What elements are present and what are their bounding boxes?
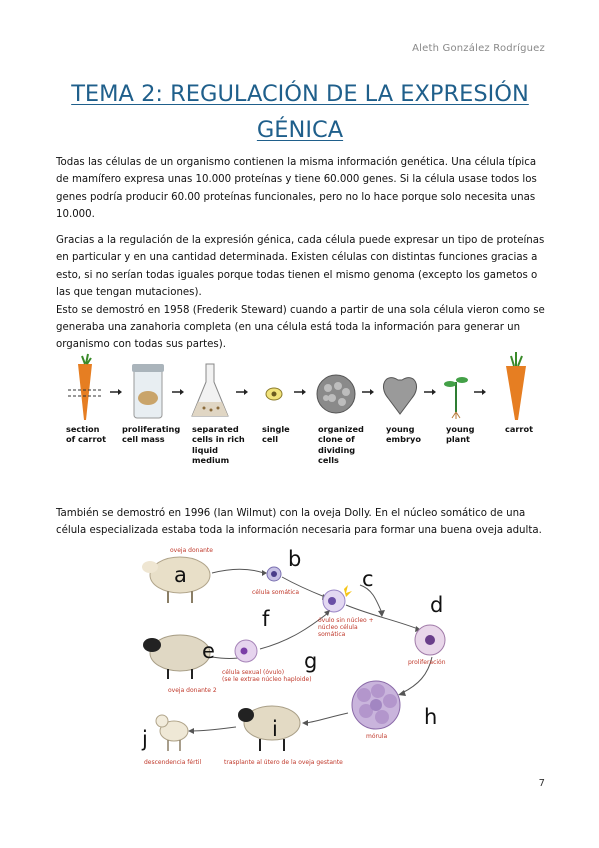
caption-proliferation: proliferación [408,659,446,666]
letter-e: e [202,639,215,663]
label-organized-clone: organized clone of dividing cells [318,424,364,465]
caption-sexual-cell: célula sexual (óvulo) (se le extrae núcleo haploide) [222,669,312,683]
letter-g: g [304,649,318,673]
letter-i: i [272,717,278,741]
paragraph-regulation [56,232,546,354]
caption-donor-1: oveja donante [170,547,213,554]
letter-b: b [288,547,302,571]
label-separated-cells: separated cells in rich liquid medium [192,424,245,465]
page-title [56,76,544,148]
caption-donor-2: oveja donante 2 [168,687,217,694]
surrogate-sheep-icon [238,706,300,751]
label-young-embryo: young embryo [386,424,421,445]
cell-clone-icon [317,375,355,413]
carrot-cloning-figure [56,352,546,472]
page-number: 7 [538,778,545,789]
title-line-2: GÉNICA [256,117,344,143]
cell-mass-jar-icon [132,364,164,418]
label-proliferating-cell-mass: proliferating cell mass [122,424,181,445]
letter-h: h [424,705,438,729]
flask-icon [192,364,228,416]
paragraph-steward: Esto se demostró en 1958 (Frederik Steward) cuando a partir de una sola célula vieron como se generaba una zanahoria completa (en una célula está toda la información para generar un organismo con todas sus partes). [56,304,545,351]
paragraph-regulation-text: Gracias a la regulación de la expresión génica, cada célula puede expresar un tipo de proteínas en particular y en una cantidad determinada. Existen células con distintas funciones gracias a esto, si no serían todas iguales porque todas tienen el mismo genoma (excepto los gametos o las que tengan mutaciones). [56,235,545,299]
letter-c: c [362,567,374,591]
single-cell-icon [266,388,282,400]
carrot-icon [506,352,526,420]
letter-f: f [262,607,270,631]
proliferating-cell-icon [415,625,445,655]
somatic-cell-icon [271,571,277,577]
dolly-cloning-figure [140,545,460,775]
letter-d: d [430,593,444,617]
fused-ovule-icon [323,585,352,612]
author-name: Aleth González Rodríguez [412,43,545,54]
label-section-of-carrot: section of carrot [66,424,107,445]
young-plant-icon [444,377,468,419]
lamb-icon [156,715,188,751]
caption-offspring: descendencia fértil [144,759,202,766]
caption-transplant: trasplante al útero de la oveja gestante [224,759,343,766]
letter-a: a [174,563,187,587]
label-single-cell: single cell [262,424,290,445]
carrot-section-icon [68,354,102,420]
paragraph-intro: Todas las células de un organismo contienen la misma información genética. Una célula típica de mamífero expresa unas 10.000 proteínas y tiene 60.000 genes. Si la célula usase todos los genes podría producir 60.00 proteínas funcionales, pero no lo hace porque solo necesita unas 10.000. [56,157,537,221]
label-carrot: carrot [505,424,533,434]
egg-cell-icon [235,640,257,662]
title-line-1: TEMA 2: REGULACIÓN DE LA EXPRESIÓN [71,81,529,107]
caption-ovule-nucleus: óvulo sin núcleo + núcleo célula somática [318,617,374,638]
label-young-plant: young plant [446,424,475,445]
donor-sheep-black-icon [143,635,210,679]
letter-j: j [142,727,148,751]
caption-somatic-cell: célula somática [252,589,300,596]
paragraph-dolly: También se demostró en 1996 (Ian Wilmut) con la oveja Dolly. En el núcleo somático de una célula especializada estaba toda la información necesaria para formar una buena oveja adulta. [56,508,542,537]
caption-morula: mórula [366,733,388,740]
morula-icon [352,681,400,729]
carrot-stages-illustration [56,352,546,422]
young-embryo-icon [383,378,416,414]
